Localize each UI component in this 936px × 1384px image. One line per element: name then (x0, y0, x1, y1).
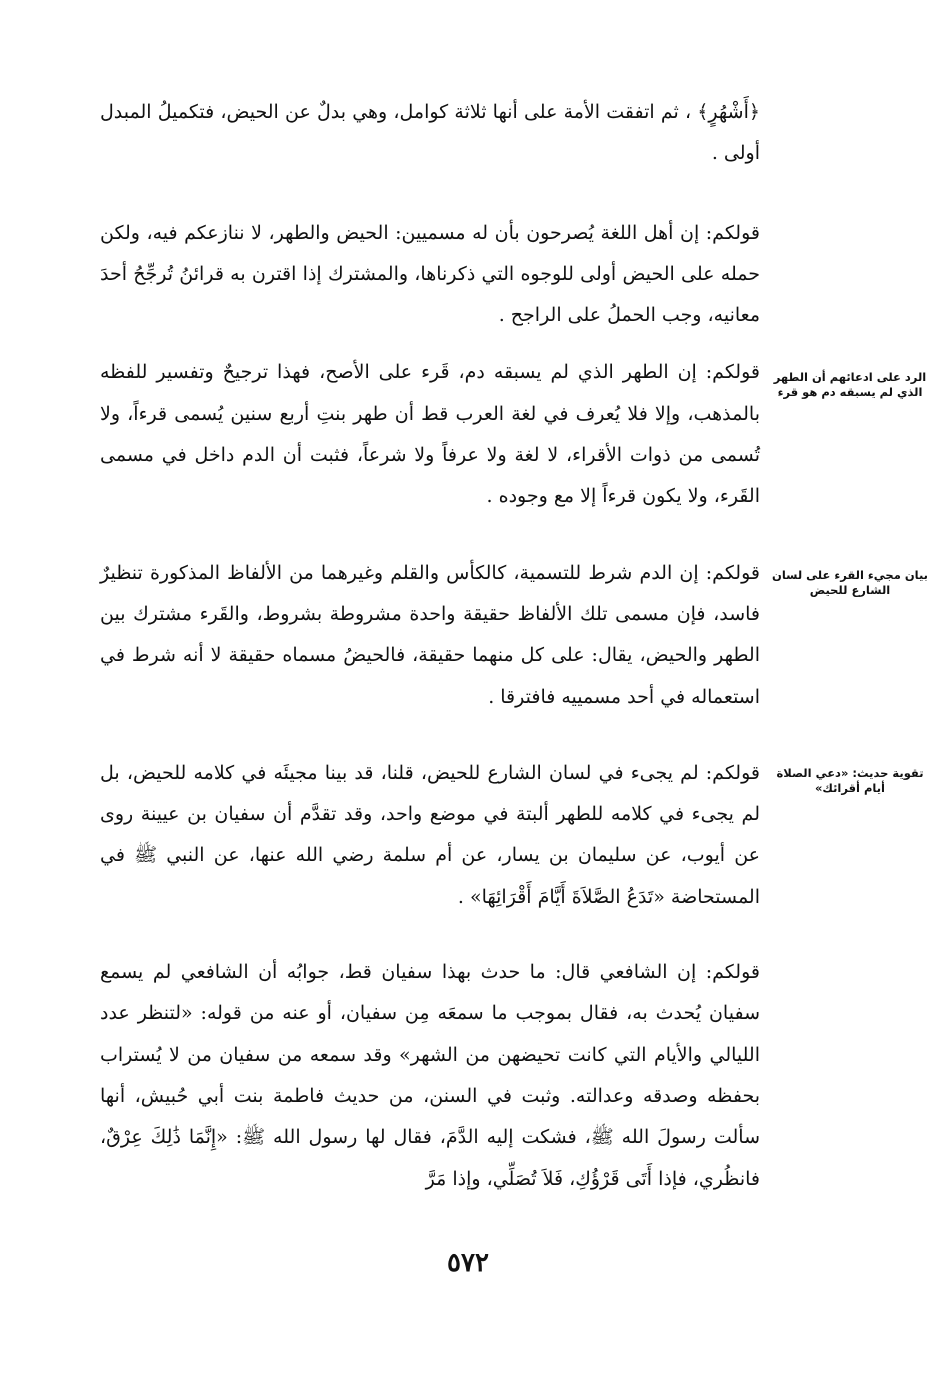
margin-note-1: الرد على ادعائهم أن الطهر الذي لم يسبقه دم هو قرء (773, 370, 927, 399)
page-number: ٥٧٢ (447, 1248, 489, 1278)
paragraph-6: قولكم: إن الشافعي قال: ما حدث بهذا سفيان قط، جوابُه أن الشافعي لم يسمع سفيان يُحدث به، فقال بموجب ما سمعَه مِن سفيان، أو عنه من قوله: «لتنظر عدد الليالي والأيام التي كانت تحيضهن من الشهر» وقد سمعه من سفيان من لا يُستراب بحفظه وصدقه وعدالته. وثبت في السنن، من حديث فاطمة بنت أبي حُبيش، أنها سألت رسولَ الله ﷺ، فشكت إليه الدَّمَ، فقال لها رسول الله ﷺ: «إِنَّمَا ذَٰلِكَ عِرْقٌ، فانظُري، فإذا أَتَى قَرْؤُكِ، فَلاَ تُصَلِّي، وإذا مَرَّ (100, 961, 760, 1190)
margin-note-3: تقوية حديث: «دعي الصلاة أيام أقرائك» (776, 766, 924, 795)
paragraph-1: ﴿أَشْهُرٍ﴾ ، ثم اتفقت الأمة على أنها ثلاثة كوامل، وهي بدلٌ عن الحيض، فتكميلُ المبدل أولى . (100, 101, 760, 165)
margin-note-2: بيان مجيء القرء على لسان الشارع للحيض (772, 568, 928, 597)
paragraph-5: قولكم: لم يجىء في لسان الشارع للحيض، قلنا، قد بينا مجيئَه في كلامه للحيض، بل لم يجىء في كلامه للطهر ألبتة في موضع واحد، وقد تقدَّم أن سفيان بن عيينة روى عن أيوب، عن سليمان بن يسار، عن أم سلمة رضي الله عنها، عن النبي ﷺ في المستحاضة «تَدَعُ الصَّلاَةَ أَيَّامَ أَقْرَائِهَا» . (100, 761, 760, 908)
paragraph-3: قولكم: إن الطهر الذي لم يسبقه دم، قَرء على الأصح، فهذا ترجيحٌ وتفسير للفظه بالمذهب، وإلا فلا يُعرف في لغة العرب قط أن طهر بنتِ أربع سنين يُسمى قرءاً، ولا تُسمى من ذوات الأقراء، لا لغة ولا عرفاً ولا شرعاً، فثبت أن الدم داخل في مسمى القَرء، ولا يكون قرءاً إلا مع وجوده . (100, 361, 760, 508)
main-text-column (100, 92, 760, 1200)
paragraph-2: قولكم: إن أهل اللغة يُصرحون بأن له مسميين: الحيض والطهر، لا ننازعكم فيه، ولكن حمله على الحيض أولى للوجوه التي ذكرناها، والمشترك إذا اقترن به قرائنُ تُرجِّحُ أحدَ معانيه، وجب الحملُ على الراجح . (100, 221, 760, 327)
paragraph-4: قولكم: إن الدم شرط للتسمية، كالكأس والقلم وغيرهما من الألفاظ المذكورة تنظيرٌ فاسد، فإن مسمى تلك الألفاظ حقيقة واحدة مشروطة بشروط، والقَرء مشترك بين الطهر والحيض، يقال: على كل منهما حقيقة، فالحيضُ مسماه حقيقة لا أنه شرط في استعماله في أحد مسمييه فافترقا . (100, 561, 760, 708)
